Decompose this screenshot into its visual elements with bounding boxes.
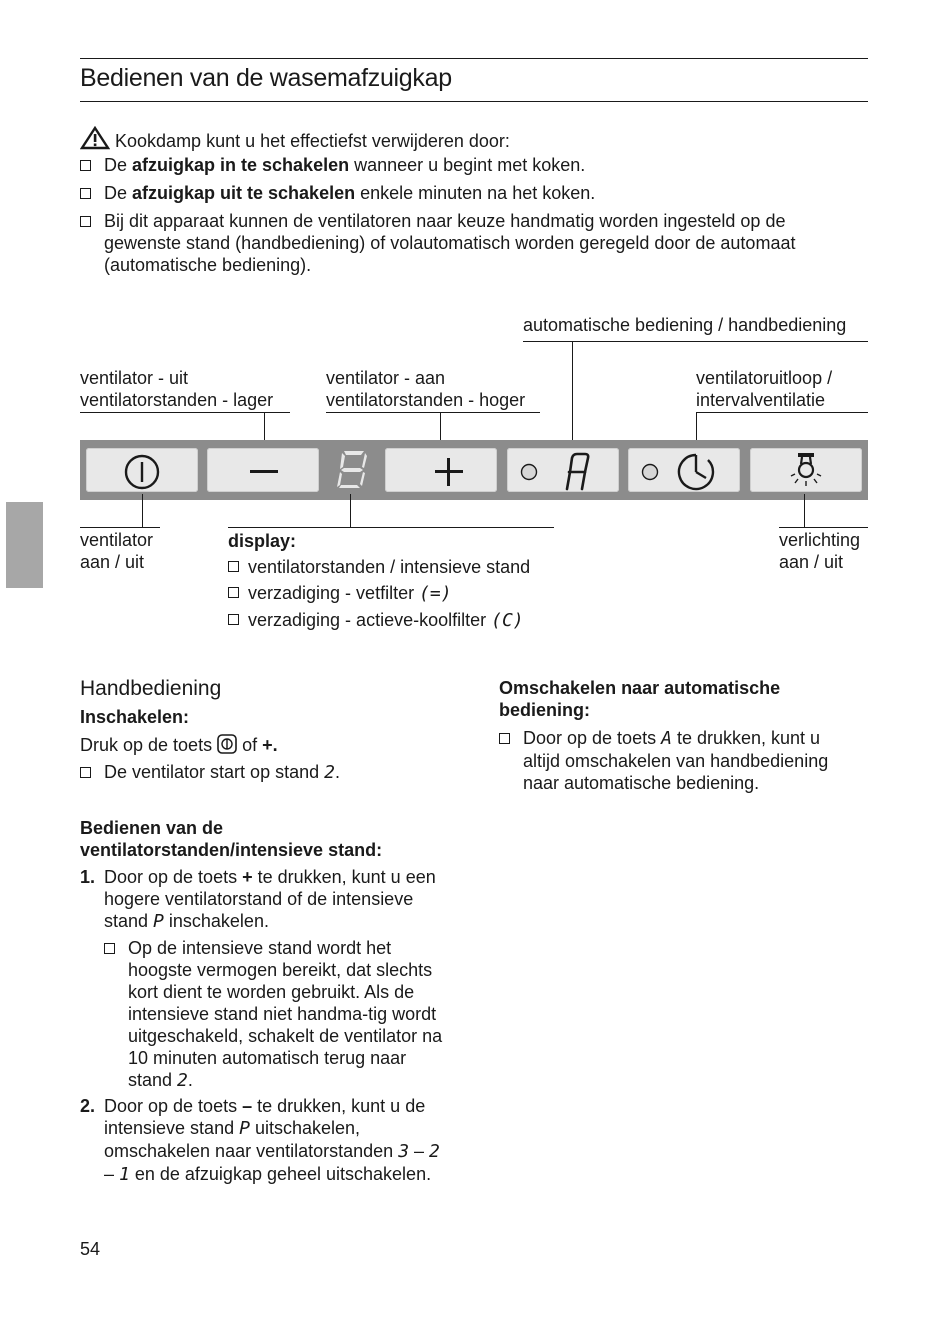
fan-start-item: De ventilator start op stand 2.: [80, 761, 460, 784]
auto-item: Door op de toets A te drukken, kunt u altijd omschakelen van handbediening naar automatische bediening.: [499, 727, 859, 794]
level-display: [332, 448, 372, 492]
label-display: display: ventilatorstanden / intensieve stand verzadiging - vetfilter (=) verzadiging - actieve-koolfilter (C): [228, 531, 531, 631]
checkbox-icon: [499, 733, 510, 744]
checkbox-icon: [228, 614, 239, 625]
seven-segment-8-icon: [332, 448, 372, 492]
page-number: 54: [80, 1239, 101, 1259]
minus-icon: [250, 470, 278, 473]
label-power: ventilator aan / uit: [80, 530, 154, 572]
step-2: 2. Door op de toets – te drukken, kunt u de intensieve stand P uitschakelen, omschakelen naar ventilatorstanden 3 – 2 – 1 en de afzuigkap geheel uitschakelen.: [80, 1096, 440, 1185]
power-leader: [142, 494, 143, 527]
warning-icon: [80, 126, 110, 150]
intro-item-1: De afzuigkap in te schakelen wanneer u begint met koken.: [80, 154, 870, 176]
carbon-filter-symbol: (C): [491, 610, 524, 631]
lamp-icon: [750, 448, 862, 492]
title-rule: [80, 101, 868, 102]
power-button[interactable]: [86, 448, 198, 492]
fan-off-rule: [80, 412, 290, 413]
heading-manual: Handbediening: [80, 677, 222, 700]
timer-icon: [628, 448, 740, 492]
runout-rule: [696, 412, 868, 413]
label-light: verlichting aan / uit: [779, 530, 861, 572]
light-rule: [779, 527, 868, 528]
heading-auto: Omschakelen naar automatische bediening:: [499, 678, 781, 720]
plus-button[interactable]: [385, 448, 497, 492]
plus-icon: [435, 458, 463, 486]
auto-label-rule: [523, 341, 868, 342]
light-button[interactable]: [750, 448, 862, 492]
grease-filter-symbol: (=): [419, 583, 452, 604]
heading-fan-levels: Bedienen van de ventilatorstanden/intensieve stand:: [80, 818, 383, 860]
minus-button[interactable]: [207, 448, 319, 492]
fan-on-rule: [326, 412, 540, 413]
checkbox-icon: [80, 188, 91, 199]
label-fan-off: ventilator - uit ventilatorstanden - lager: [80, 368, 274, 410]
step-1: 1. Door op de toets + te drukken, kunt u een hogere ventilatorstand of de intensieve stand P inschakelen.: [80, 867, 436, 932]
label-auto-manual: automatische bediening / handbediening: [523, 315, 847, 335]
checkbox-icon: [228, 587, 239, 598]
section-tab: [6, 502, 43, 588]
checkbox-icon: [80, 767, 91, 778]
checkbox-icon: [104, 943, 115, 954]
display-rule: [228, 527, 554, 528]
power-icon: [86, 448, 198, 492]
step-1-note: Op de intensieve stand wordt het hoogste vermogen bereikt, dat slechts kort dient te worden gebruikt. Als de intensieve stand niet handma-tig wordt uitgeschakeld, schakelt de ventilator na 10 minuten automatisch terug naar stand 2.: [104, 937, 444, 1092]
top-rule: [80, 58, 868, 59]
label-fan-on: ventilator - aan ventilatorstanden - hoger: [326, 368, 526, 410]
warning-text: Kookdamp kunt u het effectiefst verwijderen door:: [115, 131, 510, 151]
power-rule: [80, 527, 160, 528]
auto-leader: [572, 341, 573, 446]
page-title: Bedienen van de wasemafzuigkap: [80, 64, 452, 92]
intro-item-3: Bij dit apparaat kunnen de ventilatoren naar keuze handmatig worden ingesteld op de gewenste stand (handbediening) of volautomatisch worden geregeld door de automaat (automatische bediening).: [80, 210, 850, 276]
runout-button[interactable]: [628, 448, 740, 492]
warning-line: [80, 126, 510, 152]
checkbox-icon: [80, 160, 91, 171]
auto-button[interactable]: [507, 448, 619, 492]
display-leader: [350, 494, 351, 527]
checkbox-icon: [80, 216, 91, 227]
light-leader: [804, 494, 805, 527]
label-runout: ventilatoruitloop / intervalventilatie: [696, 368, 833, 410]
auto-led-icon: [507, 448, 619, 492]
intro-item-2: De afzuigkap uit te schakelen enkele minuten na het koken.: [80, 182, 870, 204]
checkbox-icon: [228, 561, 239, 572]
control-panel: [80, 440, 868, 500]
heading-switch-on: Inschakelen:: [80, 707, 190, 727]
press-instruction: Druk op de toets of +.: [80, 735, 278, 755]
power-key-icon: [217, 734, 237, 754]
